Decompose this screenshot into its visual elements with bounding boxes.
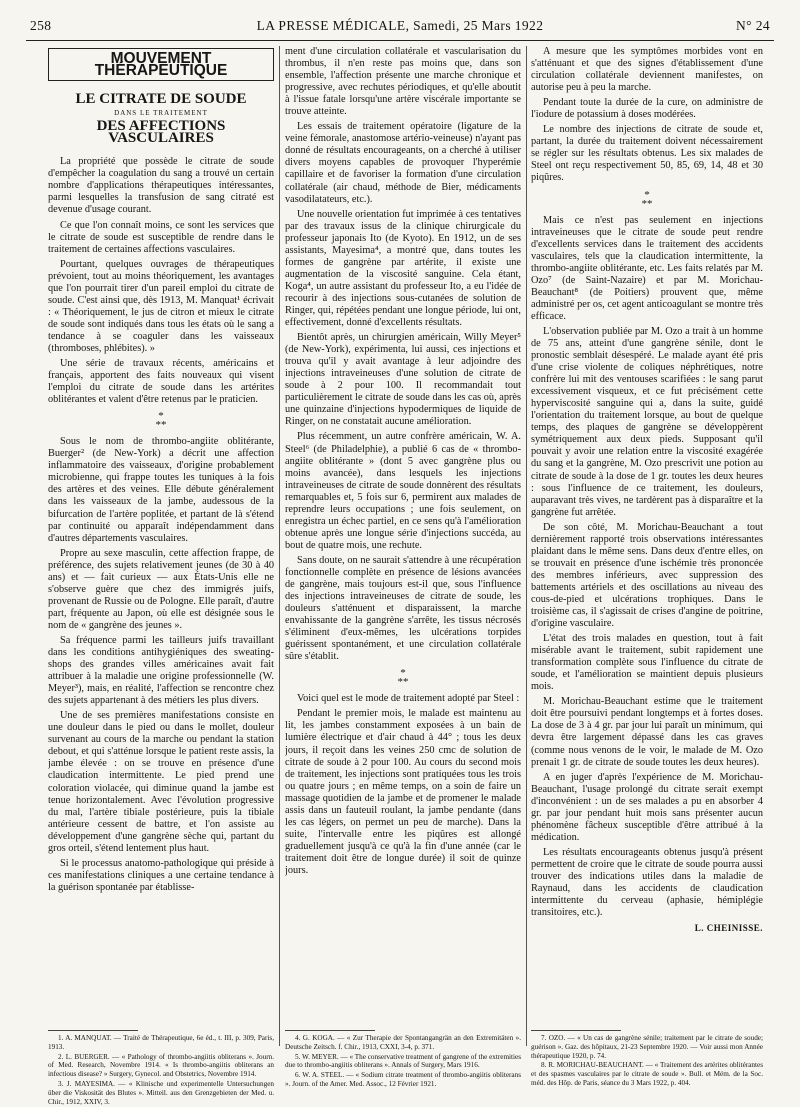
paragraph: ment d'une circulation collatérale et vascularisation du thrombus, il n'en reste pas moins que, dans son ensemble, l'affection présente une marche chronique et progressive, avec rechutes périodiques, et qu'elle aboutit à l'issue fatale lorsqu'une artère viscérale importante se trouve atteinte. bbox=[285, 46, 521, 118]
footnote-rule bbox=[48, 1030, 138, 1031]
paragraph: Sous le nom de thrombo-angiite oblitérante, Buerger² (de New-York) a décrit une affection inflammatoire des vaisseaux, d'origine probablement microbienne, qui frappe toutes les tuniques à la fois des artères et des veines. Elle débute généralement dans les vaisseaux de la jambe, audessous de la bifurcation de l'artère poplitée, et partant de là s'étend par continuité ou apparaît indépendamment dans d'autres départements vasculaires. bbox=[48, 436, 274, 544]
paragraph: Plus récemment, un autre confrère américain, W. A. Steel⁶ (de Philadelphie), a publié 6 cas de « thrombo-angiite oblitérante » (dont 5 avec gangrène plus ou moins avancée), dans lesquels les injections intraveineuses de citrate de soude donnèrent des résultats remarquables et, 5 fois sur 6, permirent aux malades de reprendre leurs occupations ; une fois seulement, on enregistra un échec partiel, en ce sens qu'à l'amélioration obtenue après une longue série d'injections succéda, au bout de quatre mois, une rechute. bbox=[285, 431, 521, 551]
footnotes-column-2 bbox=[285, 1034, 521, 1090]
paragraph: Si le processus anatomo-pathologique qui préside à ces manifestations cliniques a une certaine tendance à la guérison spontanée par établisse- bbox=[48, 857, 274, 893]
article-title: LE CITRATE DE SOUDE bbox=[75, 91, 247, 108]
issue-number: N° 24 bbox=[735, 18, 770, 33]
article-title-line-2: DES AFFECTIONS VASCULAIRES bbox=[96, 118, 226, 147]
paragraph: L'observation publiée par M. Ozo a trait à un homme de 75 ans, atteint d'une gangrène sénile, dont le pronostic semblait désespéré. Le malade ayant été pris d'une crise violente de coliques néphrétiques, notre confrère lui mit des ventouses scarifiées : le sang parut excessivement visqueux, et ce fut précisément cette hyperviscosité sanguine qui a, dans la suite, guidé l'orientation du traitement lorsque, au bout de quelque temps, des plaques de gangrène se développèrent symétriquement aux deux pieds. Supposant qu'il pouvait y avoir une relation entre la viscosité exagérée du sang et la gangrène, M. Ozo prescrivit une potion au citrate de soude à la dose de 1 gr. toutes les deux heures : sous l'influence de ce traitement, les douleurs, auparavant très vives, ne tardèrent pas à disparaître et la gangrène fut arrêtée. bbox=[531, 325, 763, 518]
paragraph: Bientôt après, un chirurgien américain, Willy Meyer⁵ (de New-York), expérimenta, lui aussi, ces injections et trouva qu'il y avait avantage à leur adjoindre des injections intraveineuses d'une solution de citrate de soude à 2 pour 100. Il recommandait tout particulièrement le citrate de soude dans les cas où, après une quinzaine d'injections hypodermiques de liquide de Ringer, on ne constatait aucune amélioration. bbox=[285, 332, 521, 428]
footnote: 2. L. BUERGER. — « Pathology of thrombo-angiitis obliterans ». Journ. of Med. Research, Novembre 1914. « Is thrombo-angiitis obliterans an infectious disease? » Surgery, Gynecol. and Obstetrics, Novembre 1914. bbox=[48, 1052, 274, 1079]
footnote-rule bbox=[531, 1030, 621, 1031]
author-signature: L. CHEINISSE. bbox=[694, 923, 763, 934]
page-header bbox=[26, 18, 774, 38]
footnotes-column-1 bbox=[48, 1034, 274, 1107]
article-subtitle: DANS LE TRAITEMENT bbox=[114, 109, 208, 118]
footnote: 3. J. MAYESIMA. — « Klinische und experimentelle Untersuchungen über die Viskosität des Blutes ». Mitteil. aus den Grenzgebieten der Med. u. Chir., 1912, XXIV, 3. bbox=[48, 1079, 274, 1106]
paragraph: Pendant le premier mois, le malade est maintenu au lit, les jambes constamment exposées à un bain de lumière électrique et d'air chaud à 44° ; tous les deux jours, il reçoit dans les veines 250 cmc de solution de citrate de soude à 2 pour 100. Au cours du second mois de traitement, les injections sont pratiquées tous les trois ou quatre jours ; en même temps, on a soin de faire un massage quotidien de la jambe et de promener le malade assis dans un fauteuil roulant, la jambe pendante (dans les cas légers, on permet un peu de marche). Dans la suite, l'intervalle entre les piqûres est allongé graduellement jusqu'à ce qu'à la fin d'une année (car le traitement doit être de longue durée) il soit de quinze jours. bbox=[285, 708, 521, 876]
paragraph: Le nombre des injections de citrate de soude et, partant, la durée du traitement doivent nécessairement se régler sur les résultats obtenus. Les six malades de Steel ont reçu respectivement 50, 85, 69, 14, 48 et 30 piqûres. bbox=[531, 124, 763, 184]
paragraph: L'état des trois malades en question, tout à fait misérable avant le traitement, subit rapidement une transformation complète sous l'influence du citrate de soude, et l'amélioration se maintient depuis plusieurs mois. bbox=[531, 633, 763, 693]
paragraph: Sans doute, on ne saurait s'attendre à une récupération fonctionnelle complète en présence de lésions avancées de gangrène, mais toujours est-il que, sous l'influence des injections intraveineuses de citrate de soude, les douleurs s'atténuent et disparaissent, la marche envahissante de la gangrène s'arrête, les tissus nécrosés s'éliminent d'eux-mêmes, les ulcérations torpides guérissent spontanément, et une circulation collatérale sûre s'établit. bbox=[285, 554, 521, 663]
paragraph: Pendant toute la durée de la cure, on administre de l'iodure de potassium à doses modérées. bbox=[531, 97, 763, 121]
footnote: 4. G. KOGA. — « Zur Therapie der Spontangangrän an den Extremitäten ». Deutsche Zeitsch. f. Chir., 1913, CXXI, 3-4, p. 371. bbox=[285, 1034, 521, 1051]
footnote: 1. A. MANQUAT. — Traité de Thérapeutique, 6e éd., t. III, p. 309, Paris, 1913. bbox=[48, 1034, 274, 1051]
footnote: 5. W. MEYER. — « The conservative treatment of gangrene of the extremities due to thrombo-angiitis obliterans ». Annals of Surgery, Mars 1916. bbox=[285, 1052, 522, 1070]
paragraph: A en juger d'après l'expérience de M. Morichau-Beauchant, l'usage prolongé du citrate serait exempt d'inconvénient : un de ses malades a pu en absorber 4 gr. par jour pendant huit mois sans présenter aucun phénomène fâcheux susceptible d'être attribué à la médication. bbox=[531, 771, 763, 843]
section-separator-asterisms: * ** bbox=[641, 188, 653, 210]
footnote: 7. OZO. — « Un cas de gangrène sénile; traitement par le citrate de soude; guérison ». Gaz. des hôpitaux, 21-23 Septembre 1920. — Voir aussi mon Année thérapeutique 1920, p. 74. bbox=[531, 1034, 763, 1060]
paragraph: Ce que l'on connaît moins, ce sont les services que le citrate de soude est susceptible de rendre dans le traitement de certaines affections vasculaires. bbox=[48, 219, 274, 255]
footnote: 6. W. A. STEEL. — « Sodium citrate treatment of thrombo-angiitis obliterans ». Journ. of the Amer. Med. Assoc., 12 Février 1921. bbox=[285, 1071, 521, 1088]
journal-title: LA PRESSE MÉDICALE, Samedi, 25 Mars 1922 bbox=[256, 18, 544, 33]
section-separator-asterisms: * ** bbox=[397, 667, 409, 689]
paragraph: Une série de travaux récents, américains et français, apportent des faits nouveaux qui visent l'emploi du citrate de soude dans les artérites oblitérantes et valent d'être retenus par le praticien. bbox=[48, 358, 274, 406]
footnotes-column-3 bbox=[531, 1034, 763, 1089]
column-divider bbox=[279, 46, 280, 1046]
paragraph: Une nouvelle orientation fut imprimée à ces tentatives par des travaux issus de la clinique chirurgicale du professeur japonais Ito (de Kyoto). En 1912, un de ses assistants, Mayesima⁴, a montré que, dans toutes les formes de gangrène par artérite, il existe une augmentation de la viscosité sanguine. Cela étant, Koga⁴, un autre assistant du professeur Ito, a eu l'idée de recourir à des injections sous-cutanées de solution de Ringer, qui, répétées pendant une longue période, lui ont, effectivement, donné d'excellents résultats. bbox=[285, 208, 521, 329]
paragraph: A mesure que les symptômes morbides vont en s'atténuant et que des signes d'établissement d'une circulation collatérale deviennent manifestes, on autorise peu à peu la marche. bbox=[531, 46, 763, 94]
column-2 bbox=[285, 46, 521, 1031]
paragraph: Mais ce n'est pas seulement en injections intraveineuses que le citrate de soude peut rendre d'excellents services dans le traitement des accidents vasculaires, tels que la claudication intermittente, la thrombo-angiite oblitérante, etc. Les faits relatés par M. Ozo⁷ (de Saint-Nazaire) et par M. Morichau-Beauchant⁸ (de Poitiers) prouvent que, même administré per os, cet agent anticoagulant se montre très efficace. bbox=[531, 214, 763, 322]
paragraph: Sa fréquence parmi les tailleurs juifs travaillant dans les conditions antihygiéniques des sweating-shops des grandes villes américaines avait fait attribuer à la maladie une origine professionnelle (W. Meyer³), mais, en réalité, l'affection se rencontre chez des sujets appartenant à des métiers les plus divers. bbox=[48, 634, 274, 707]
section-title: MOUVEMENT THÉRAPEUTIQUE bbox=[48, 48, 274, 81]
column-3 bbox=[531, 46, 763, 1031]
paragraph: Voici quel est le mode de traitement adopté par Steel : bbox=[297, 693, 520, 705]
paragraph: M. Morichau-Beauchant estime que le traitement doit être poursuivi pendant longtemps et à fortes doses. La dose de 3 à 4 gr. par jour lui paraît un minimum, qui devra être largement dépassé dans les cas graves (comme nous venons de le voir, le malade de M. Ozo prenait 1 gr. de citrate de soude toutes les deux heures). bbox=[531, 696, 763, 768]
header-rule bbox=[26, 40, 774, 41]
paragraph: La propriété que possède le citrate de soude d'empêcher la coagulation du sang a trouvé un certain nombre d'applications thérapeutiques intéressantes, parmi lesquelles la transfusion de sang citraté est devenue d'usage courant. bbox=[48, 156, 274, 216]
column-divider bbox=[526, 46, 527, 1046]
page-number: 258 bbox=[30, 18, 52, 33]
paragraph: Une de ses premières manifestations consiste en une douleur dans le pied ou dans le mollet, douleur survenant au cours de la marche ou pendant la station debout, et qui s'atténue lorsque le patient reste assis, la jambe élevée : on se trouve en présence d'une claudication intermittente. Le pied prend une coloration violacée, qui diminue quand la jambe est tenue horizontalement. Avec l'évolution progressive du mal, l'artère tibiale postérieure, puis la tibiale antérieure cessent de battre, et l'on assiste au développement d'une gangrène sèche qui, partant du gros orteil, s'étend lentement plus haut. bbox=[48, 710, 274, 854]
paragraph: Pourtant, quelques ouvrages de thérapeutiques prévoient, tout au moins théoriquement, les avantages que l'on pourrait tirer d'un pareil emploi du citrate de soude. C'est ainsi que, dès 1913, M. Manquat¹ écrivait : « Théoriquement, le jus de citron et mieux le citrate de soude sont indiqués dans tous les états où le sang a tendance à se coaguler dans les vaisseaux (thromboses, phlébites). » bbox=[48, 258, 274, 354]
paragraph: Les résultats encourageants obtenus jusqu'à présent permettent de croire que le citrate de soude pourra aussi trouver des indications utiles dans la maladie de Raynaud, dans les accidents de claudication intermittente du cerveau (aphasie, hémiplégie transitoires, etc.). bbox=[531, 846, 763, 919]
paragraph: De son côté, M. Morichau-Beauchant a tout dernièrement rapporté trois observations intéressantes plaidant dans le même sens. Dans deux d'entre elles, on se trouvait en présence d'une ischémie très prononcée des membres inférieurs, avec suppression des battements artériels et des oscillations au niveau des cous-de-pied et ulcérations trophiques. Dans le troisième cas, il s'agissait de crises d'angine de poitrine, d'origine vasculaire. bbox=[531, 521, 763, 630]
section-separator-asterisms: * ** bbox=[155, 410, 167, 432]
footnote: 8. R. MORICHAU-BEAUCHANT. — « Traitement des artérites oblitérantes et des spasmes vasculaires par le citrate de soude ». Bull. et Mém. de la Soc. méd. des Hôp. de Paris, séance du 3 Mars 1922, p. 404. bbox=[531, 1061, 763, 1087]
footnote-rule bbox=[285, 1030, 375, 1031]
paragraph: Propre au sexe masculin, cette affection frappe, de préférence, des sujets relativement jeunes (de 30 à 40 ans) et — fait curieux — aux États-Unis elle ne s'observe guère que chez des immigrés juifs, provenant de Russie ou de Pologne. Elle paraît, d'autre part, fréquente au Japon, où elle est désignée sous le nom de « gangrène des jeunes ». bbox=[48, 547, 274, 631]
column-1 bbox=[48, 46, 274, 1031]
paragraph: Les essais de traitement opératoire (ligature de la veine fémorale, anastomose artério-veineuse) n'ayant pas donné de résultats encourageants, on a cherché à utiliser divers moyens capables de provoquer l'hyperémie capillaire et de favoriser la formation d'une circulation collatérale (air chaud, méthode de Bier, médicaments vasodilatateurs, etc.). bbox=[285, 121, 521, 205]
